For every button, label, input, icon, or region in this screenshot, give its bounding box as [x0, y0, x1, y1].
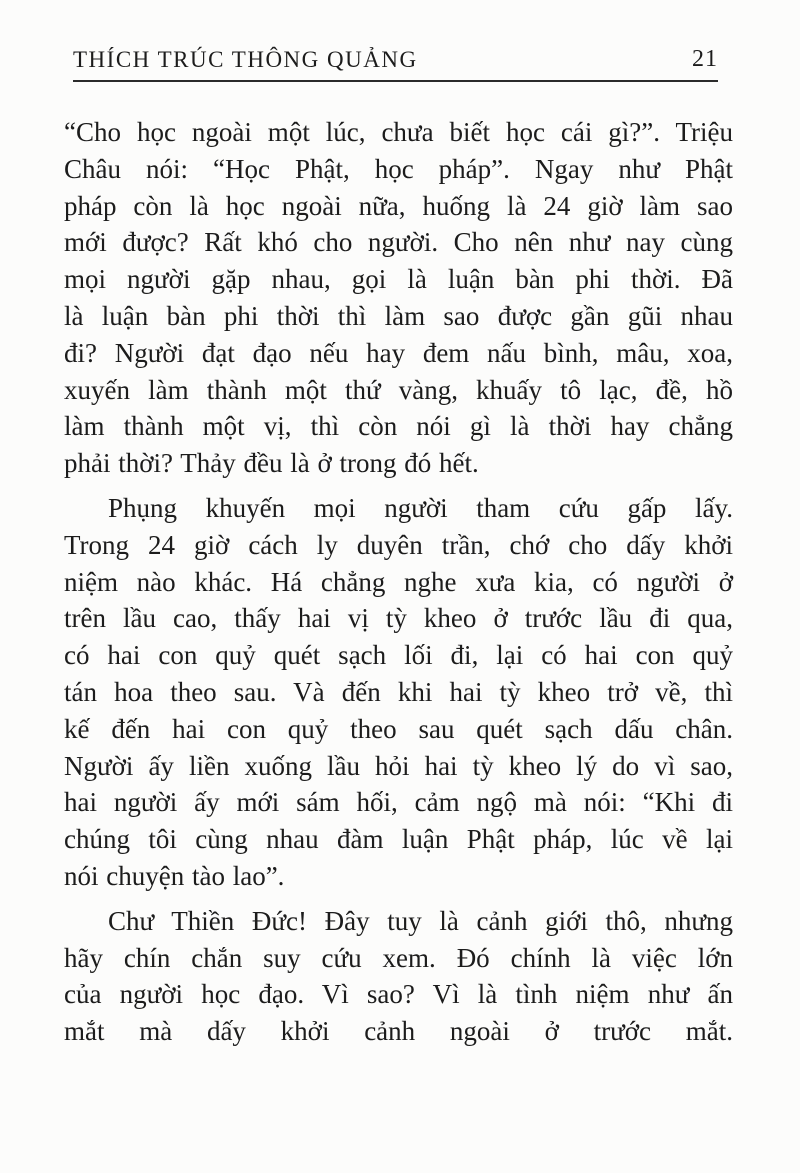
text-line: Trong 24 giờ cách ly duyên trần, chớ cho dấy khởi	[64, 529, 733, 560]
paragraph	[64, 490, 733, 895]
text-line: trên lầu cao, thấy hai vị tỳ kheo ở trước lầu đi qua,	[64, 603, 733, 634]
text-line: là luận bàn phi thời thì làm sao được gần gũi nhau	[64, 300, 733, 331]
text-line: “Cho học ngoài một lúc, chưa biết học cái gì?”. Triệu	[64, 117, 733, 147]
text-line: mắt mà dấy khởi cảnh ngoài ở trước mắt.	[64, 1016, 733, 1047]
text-line: Phụng khuyến mọi người tham cứu gấp lấy.	[108, 492, 733, 523]
book-page	[0, 46, 800, 1173]
text-line: có hai con quỷ quét sạch lối đi, lại có hai con quỷ	[64, 640, 733, 671]
paragraph	[64, 903, 733, 1050]
text-line: niệm nào khác. Há chẳng nghe xưa kia, có người ở	[64, 566, 733, 597]
text-line: mới được? Rất khó cho người. Cho nên như nay cùng	[64, 227, 733, 258]
text-line: Châu nói: “Học Phật, học pháp”. Ngay như Phật	[64, 153, 733, 184]
text-line: pháp còn là học ngoài nữa, huống là 24 giờ làm sao	[64, 190, 733, 221]
text-line: kế đến hai con quỷ theo sau quét sạch dấu chân.	[64, 713, 733, 744]
text-line: tán hoa theo sau. Và đến khi hai tỳ kheo trở về, thì	[64, 676, 733, 707]
page-body	[64, 114, 733, 1050]
page-number: 21	[692, 46, 718, 72]
text-line: đi? Người đạt đạo nếu hay đem nấu bình, mâu, xoa,	[64, 337, 733, 368]
page-header	[73, 46, 718, 82]
text-line: hai người ấy mới sám hối, cảm ngộ mà nói: “Khi đi	[64, 787, 733, 818]
text-line: của người học đạo. Vì sao? Vì là tình niệm như ấn	[64, 979, 733, 1010]
running-title: THÍCH TRÚC THÔNG QUẢNG	[73, 47, 418, 72]
text-line: hãy chín chắn suy cứu xem. Đó chính là việc lớn	[64, 942, 733, 973]
text-line: xuyến làm thành một thứ vàng, khuấy tô lạc, đề, hồ	[64, 374, 733, 405]
text-line: Chư Thiền Đức! Đây tuy là cảnh giới thô, nhưng	[108, 905, 733, 936]
paragraph	[64, 114, 733, 482]
text-line: mọi người gặp nhau, gọi là luận bàn phi thời. Đã	[64, 264, 733, 295]
text-line: chúng tôi cùng nhau đàm luận Phật pháp, lúc về lại	[64, 824, 733, 855]
text-line: làm thành một vị, thì còn nói gì là thời hay chẳng	[64, 411, 733, 442]
text-line: nói chuyện tào lao”.	[64, 860, 285, 891]
text-line: Người ấy liền xuống lầu hỏi hai tỳ kheo lý do vì sao,	[64, 750, 733, 781]
text-line: phải thời? Thảy đều là ở trong đó hết.	[64, 448, 479, 479]
